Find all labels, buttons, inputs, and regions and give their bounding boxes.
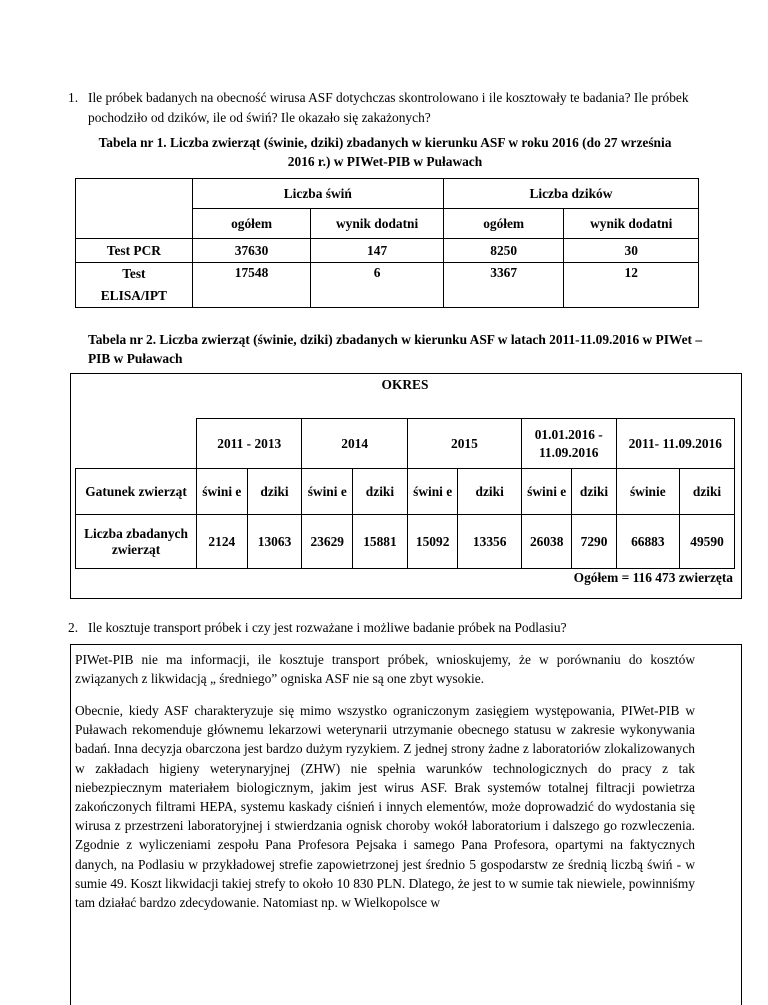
table2-species: dziki xyxy=(572,469,616,515)
table2-caption: Tabela nr 2. Liczba zwierząt (świnie, dziki) zbadanych w kierunku ASF w latach 2011-11.09.2016 w PIWet –PIB w Puławach xyxy=(88,332,703,366)
answer-paragraph-2: Obecnie, kiedy ASF charakteryzuje się mimo wszystko ograniczonym zasięgiem występowania, PIWet-PIB w Puławach rekomenduje głównemu lekarzowi weterynarii utrzymanie obecnego statusu w zakresie wykonywania badań. Inna decyzja obarczona jest bardzo dużym ryzykiem. Z jednej strony żadne z laboratoriów zlokalizowanych w zakładach higieny weterynaryjnej (ZHW) nie spełnia warunków technologicznych do pracy z tak niebezpiecznym materiałem biologicznym, jakim jest wirus ASF. Brak systemów totalnej filtracji powietrza zakończonych filtrami HEPA, systemu kaskady ciśnień i innych elementów, może doprowadzić do wydostania się wirusa z przestrzeni laboratoryjnej i stwierdzania ognisk choroby wokół laboratorium i dalszego go rozwleczenia. Zgodnie z wyliczeniami zespołu Pana Profesora Pejsaka i samego Pana Profesora, opartymi na faktycznych danych, na Podlasiu w przykładowej strefie zapowietrzonej jest średnio 5 gospodarstw ze średnią liczbą świń - w sumie 49. Koszt likwidacji takiej strefy to około 10 830 PLN. Dlatego, że jest to w sumie tak niewiele, powinniśmy tam działać bardzo zdecydowanie. Natomiast np. w Wielkopolsce w xyxy=(75,703,695,911)
table1-col-positive: wynik dodatni xyxy=(564,209,699,239)
question-number: 2. xyxy=(68,620,79,635)
table1-cell: 30 xyxy=(564,239,699,263)
table2-count: 26038 xyxy=(521,515,572,569)
table2-count: 2124 xyxy=(197,515,248,569)
question-text: Ile kosztuje transport próbek i czy jest rozważane i możliwe badanie próbek na Podlasiu? xyxy=(88,620,567,635)
question-number: 1. xyxy=(68,90,79,105)
table-2 xyxy=(75,418,735,569)
table1-row-label-line: ELISA/IPT xyxy=(100,288,167,303)
table2-count: 49590 xyxy=(680,515,735,569)
table2-period: 2015 xyxy=(407,419,521,469)
table1-corner xyxy=(76,179,193,239)
question-1 xyxy=(68,88,700,128)
table1-col-total: ogółem xyxy=(443,209,564,239)
question-text: Ile próbek badanych na obecność wirusa ASF dotychczas skontrolowano i ile kosztowały te badania? Ile próbek pochodziło od dzików, ile od świń? Ile okazało się zakażonych? xyxy=(88,90,689,125)
table2-period: 2011- 11.09.2016 xyxy=(616,419,734,469)
answer-paragraph-1: PIWet-PIB nie ma informacji, ile kosztuje transport próbek, wnioskujemy, że w porównaniu do kosztów związanych z likwidacją „ średniego” ogniska ASF nie są one zbyt wysokie. xyxy=(75,652,695,687)
table1-group-boars: Liczba dzików xyxy=(443,179,698,209)
table2-row-label-count: Liczba zbadanych zwierząt xyxy=(76,515,197,569)
table2-species: świni e xyxy=(407,469,458,515)
table2-count: 15881 xyxy=(353,515,408,569)
table1-cell: 37630 xyxy=(192,239,311,263)
table-1 xyxy=(75,178,699,308)
table2-species: świnie xyxy=(616,469,679,515)
table1-cell: 3367 xyxy=(443,263,564,308)
table1-row-label xyxy=(76,263,193,308)
table1-row-label-line: Test xyxy=(122,266,146,281)
table1-caption: Tabela nr 1. Liczba zwierząt (świnie, dziki) zbadanych w kierunku ASF w roku 2016 (do 27 września 2016 r.) w PIWet-PIB w Puławach xyxy=(98,135,672,169)
table2-species: świni e xyxy=(521,469,572,515)
table2-count: 13356 xyxy=(458,515,521,569)
table2-period: 2011 - 2013 xyxy=(197,419,302,469)
table2-species: dziki xyxy=(458,469,521,515)
table2-species: świni e xyxy=(302,469,353,515)
table1-cell: 8250 xyxy=(443,239,564,263)
table1-group-pigs: Liczba świń xyxy=(192,179,443,209)
table1-col-positive: wynik dodatni xyxy=(311,209,444,239)
table2-species: dziki xyxy=(680,469,735,515)
question-2 xyxy=(68,618,700,638)
table2-species: dziki xyxy=(247,469,302,515)
table2-count: 7290 xyxy=(572,515,616,569)
table2-period: 2014 xyxy=(302,419,407,469)
table1-cell: 17548 xyxy=(192,263,311,308)
table1-cell: 6 xyxy=(311,263,444,308)
table2-period: 01.01.2016 - 11.09.2016 xyxy=(521,419,616,469)
table1-col-total: ogółem xyxy=(192,209,311,239)
table2-count: 23629 xyxy=(302,515,353,569)
table2-count: 13063 xyxy=(247,515,302,569)
table2-total: Ogółem = 116 473 zwierzęta xyxy=(573,570,733,585)
table1-cell: 147 xyxy=(311,239,444,263)
table2-count: 15092 xyxy=(407,515,458,569)
table2-corner xyxy=(76,419,197,469)
table2-count: 66883 xyxy=(616,515,679,569)
table1-row-label: Test PCR xyxy=(76,239,193,263)
table2-species: dziki xyxy=(353,469,408,515)
table1-cell: 12 xyxy=(564,263,699,308)
table2-row-label-species: Gatunek zwierząt xyxy=(76,469,197,515)
table2-species: świni e xyxy=(197,469,248,515)
table2-period-header: OKRES xyxy=(381,377,429,392)
